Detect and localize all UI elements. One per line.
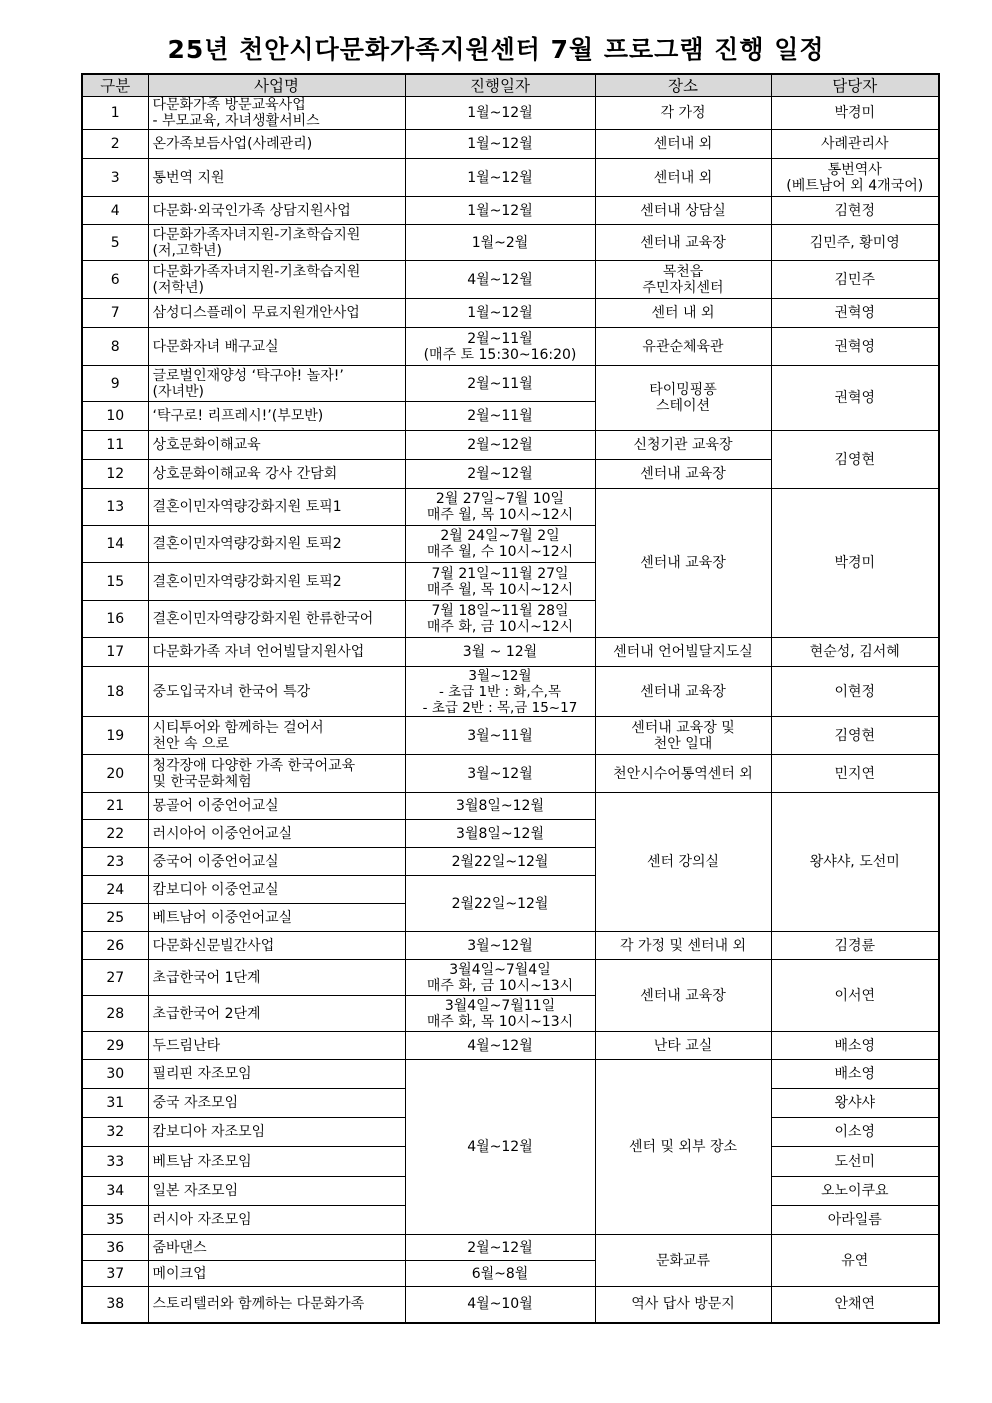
program-name: 다문화가족 방문교육사업 - 부모교육, 자녀생활서비스	[148, 97, 405, 130]
program-name: 온가족보듬사업(사례관리)	[148, 130, 405, 159]
program-date: 2월22일~12월	[405, 876, 595, 932]
row-number: 36	[82, 1235, 148, 1261]
program-date: 1월~12월	[405, 159, 595, 197]
program-date: 4월~12월	[405, 1032, 595, 1060]
table-row	[82, 793, 939, 820]
program-name: 결혼이민자역량강화지원 토픽2	[148, 563, 405, 601]
row-number: 30	[82, 1060, 148, 1089]
program-place: 각 가정	[595, 97, 771, 130]
row-number: 5	[82, 225, 148, 261]
row-number: 6	[82, 261, 148, 299]
program-place: 센터내 교육장	[595, 225, 771, 261]
program-manager: 오노이쿠요	[771, 1177, 939, 1206]
program-date: 3월~12월	[405, 932, 595, 960]
row-number: 3	[82, 159, 148, 197]
program-manager: 사례관리사	[771, 130, 939, 159]
program-name: 결혼이민자역량강화지원 한류한국어	[148, 601, 405, 638]
program-name: 캄보디아 자조모임	[148, 1118, 405, 1147]
program-name: 줌바댄스	[148, 1235, 405, 1261]
program-name: 삼성디스플레이 무료지원개안사업	[148, 299, 405, 328]
program-date: 2월~12월	[405, 1235, 595, 1261]
row-number: 21	[82, 793, 148, 820]
header-place: 장소	[595, 74, 771, 97]
program-place: 역사 답사 방문지	[595, 1287, 771, 1323]
program-name: 결혼이민자역량강화지원 토픽1	[148, 489, 405, 526]
program-date: 2월~11월	[405, 366, 595, 402]
row-number: 34	[82, 1177, 148, 1206]
program-place: 센터내 교육장 및 천안 일대	[595, 717, 771, 755]
table-row	[82, 1060, 939, 1089]
table-row	[82, 97, 939, 130]
header-no: 구분	[82, 74, 148, 97]
program-date: 3월~12월	[405, 755, 595, 793]
program-date: 2월22일~12월	[405, 848, 595, 876]
row-number: 37	[82, 1261, 148, 1287]
program-name: 러시아 자조모임	[148, 1206, 405, 1235]
table-row	[82, 932, 939, 960]
row-number: 33	[82, 1147, 148, 1177]
program-name: 베트남어 이중언어교실	[148, 904, 405, 932]
document-title: 25년 천안시다문화가족지원센터 7월 프로그램 진행 일정	[167, 35, 825, 64]
program-place: 센터 내 외	[595, 299, 771, 328]
program-manager: 도선미	[771, 1147, 939, 1177]
program-date: 3월~12월 - 초급 1반 : 화,수,목 - 초급 2반 : 목,금 15~17	[405, 667, 595, 717]
table-row	[82, 197, 939, 225]
program-date: 2월~11월	[405, 402, 595, 431]
row-number: 18	[82, 667, 148, 717]
program-place: 센터 및 외부 장소	[595, 1060, 771, 1235]
program-manager: 권혁영	[771, 366, 939, 431]
program-manager: 배소영	[771, 1060, 939, 1089]
program-date: 3월~11월	[405, 717, 595, 755]
program-place: 신청기관 교육장	[595, 431, 771, 460]
program-name: 스토리텔러와 함께하는 다문화가족	[148, 1287, 405, 1323]
program-date: 2월~12월	[405, 460, 595, 489]
row-number: 11	[82, 431, 148, 460]
program-date: 2월 24일~7월 2일 매주 월, 수 10시~12시	[405, 526, 595, 563]
row-number: 29	[82, 1032, 148, 1060]
table-row	[82, 667, 939, 717]
row-number: 25	[82, 904, 148, 932]
row-number: 26	[82, 932, 148, 960]
program-name: 결혼이민자역량강화지원 토픽2	[148, 526, 405, 563]
program-place: 목천읍 주민자치센터	[595, 261, 771, 299]
table-row	[82, 366, 939, 402]
program-place: 센터내 교육장	[595, 667, 771, 717]
program-name: 상호문화이해교육 강사 간담회	[148, 460, 405, 489]
program-date: 1월~12월	[405, 97, 595, 130]
schedule-table	[81, 73, 940, 1324]
row-number: 27	[82, 960, 148, 996]
program-manager: 박경미	[771, 489, 939, 638]
row-number: 28	[82, 996, 148, 1032]
header-manager: 담당자	[771, 74, 939, 97]
row-number: 17	[82, 638, 148, 667]
row-number: 13	[82, 489, 148, 526]
program-place: 센터내 교육장	[595, 960, 771, 1032]
program-name: 청각장애 다양한 가족 한국어교육 및 한국문화체험	[148, 755, 405, 793]
row-number: 2	[82, 130, 148, 159]
program-name: 메이크업	[148, 1261, 405, 1287]
program-name: 캄보디아 이중언교실	[148, 876, 405, 904]
row-number: 9	[82, 366, 148, 402]
program-manager: 박경미	[771, 97, 939, 130]
table-row	[82, 431, 939, 460]
program-name: 다문화가족자녀지원-기초학습지원 (저,고학년)	[148, 225, 405, 261]
program-date: 2월~12월	[405, 431, 595, 460]
table-row	[82, 299, 939, 328]
program-manager: 권혁영	[771, 328, 939, 366]
program-name: 글로벌인재양성 ‘탁구야! 놀자!’ (자녀반)	[148, 366, 405, 402]
program-name: 초급한국어 2단계	[148, 996, 405, 1032]
program-place: 센터내 교육장	[595, 460, 771, 489]
program-name: 필리핀 자조모임	[148, 1060, 405, 1089]
program-name: 다문화자녀 배구교실	[148, 328, 405, 366]
program-name: 중국 자조모임	[148, 1089, 405, 1118]
program-manager: 민지연	[771, 755, 939, 793]
program-place: 타이밍핑퐁 스테이션	[595, 366, 771, 431]
row-number: 24	[82, 876, 148, 904]
program-place: 센터내 외	[595, 159, 771, 197]
program-place: 각 가정 및 센터내 외	[595, 932, 771, 960]
table-row	[82, 755, 939, 793]
program-name: 중도입국자녀 한국어 특강	[148, 667, 405, 717]
table-row	[82, 960, 939, 996]
program-date: 3월 ~ 12월	[405, 638, 595, 667]
table-row	[82, 1235, 939, 1261]
program-date: 4월~12월	[405, 261, 595, 299]
program-date: 3월8일~12월	[405, 820, 595, 848]
program-manager: 이서연	[771, 960, 939, 1032]
program-manager: 이소영	[771, 1118, 939, 1147]
row-number: 4	[82, 197, 148, 225]
table-row	[82, 489, 939, 526]
program-manager: 배소영	[771, 1032, 939, 1060]
table-row	[82, 261, 939, 299]
program-name: 몽골어 이중언어교실	[148, 793, 405, 820]
program-place: 센터내 상담실	[595, 197, 771, 225]
program-name: 러시아어 이중언어교실	[148, 820, 405, 848]
table-row	[82, 1032, 939, 1060]
program-manager: 이현정	[771, 667, 939, 717]
table-row	[82, 159, 939, 197]
table-row	[82, 328, 939, 366]
row-number: 20	[82, 755, 148, 793]
program-manager: 김현정	[771, 197, 939, 225]
table-row	[82, 225, 939, 261]
table-row	[82, 717, 939, 755]
row-number: 15	[82, 563, 148, 601]
program-date: 3월4일~7월11일 매주 화, 목 10시~13시	[405, 996, 595, 1032]
program-name: 상호문화이해교육	[148, 431, 405, 460]
program-place: 센터내 교육장	[595, 489, 771, 638]
program-date: 6월~8월	[405, 1261, 595, 1287]
program-name: 초급한국어 1단계	[148, 960, 405, 996]
program-manager: 김경륜	[771, 932, 939, 960]
program-name: 베트남 자조모임	[148, 1147, 405, 1177]
row-number: 31	[82, 1089, 148, 1118]
row-number: 32	[82, 1118, 148, 1147]
program-date: 1월~12월	[405, 130, 595, 159]
header-date: 진행일자	[405, 74, 595, 97]
row-number: 22	[82, 820, 148, 848]
program-name: 다문화가족 자녀 언어빌달지원사업	[148, 638, 405, 667]
program-manager: 김영현	[771, 717, 939, 755]
program-place: 천안시수어통역센터 외	[595, 755, 771, 793]
program-manager: 김민주	[771, 261, 939, 299]
program-name: 통번역 지원	[148, 159, 405, 197]
row-number: 35	[82, 1206, 148, 1235]
row-number: 1	[82, 97, 148, 130]
program-date: 2월 27일~7월 10일 매주 월, 목 10시~12시	[405, 489, 595, 526]
program-place: 센터 강의실	[595, 793, 771, 932]
program-manager: 현순성, 김서혜	[771, 638, 939, 667]
program-name: 시티투어와 함께하는 걸어서 천안 속 으로	[148, 717, 405, 755]
program-date: 3월8일~12월	[405, 793, 595, 820]
header-name: 사업명	[148, 74, 405, 97]
program-name: 다문화가족자녀지원-기초학습지원 (저학년)	[148, 261, 405, 299]
row-number: 38	[82, 1287, 148, 1323]
program-place: 센터내 외	[595, 130, 771, 159]
program-manager: 유연	[771, 1235, 939, 1287]
row-number: 19	[82, 717, 148, 755]
program-date: 1월~12월	[405, 197, 595, 225]
program-name: 일본 자조모임	[148, 1177, 405, 1206]
program-name: 다문화·외국인가족 상담지원사업	[148, 197, 405, 225]
row-number: 10	[82, 402, 148, 431]
program-place: 난타 교실	[595, 1032, 771, 1060]
program-manager: 아라일름	[771, 1206, 939, 1235]
program-manager: 통번역사 (베트남어 외 4개국어)	[771, 159, 939, 197]
table-row	[82, 1287, 939, 1323]
row-number: 7	[82, 299, 148, 328]
program-manager: 왕샤샤	[771, 1089, 939, 1118]
program-date: 1월~12월	[405, 299, 595, 328]
program-manager: 왕샤샤, 도선미	[771, 793, 939, 932]
row-number: 23	[82, 848, 148, 876]
program-date: 4월~12월	[405, 1060, 595, 1235]
program-manager: 권혁영	[771, 299, 939, 328]
program-date: 7월 18일~11월 28일 매주 화, 금 10시~12시	[405, 601, 595, 638]
program-place: 유관순체육관	[595, 328, 771, 366]
program-name: 다문화신문빌간사업	[148, 932, 405, 960]
program-name: 두드림난타	[148, 1032, 405, 1060]
program-date: 1월~2월	[405, 225, 595, 261]
program-place: 문화교류	[595, 1235, 771, 1287]
program-place: 센터내 언어빌달지도실	[595, 638, 771, 667]
table-header-row	[82, 74, 939, 97]
program-date: 2월~11월 (매주 토 15:30~16:20)	[405, 328, 595, 366]
row-number: 16	[82, 601, 148, 638]
program-date: 3월4일~7월4일 매주 화, 금 10시~13시	[405, 960, 595, 996]
table-row	[82, 638, 939, 667]
row-number: 12	[82, 460, 148, 489]
program-date: 4월~10월	[405, 1287, 595, 1323]
row-number: 8	[82, 328, 148, 366]
program-name: 중국어 이중언어교실	[148, 848, 405, 876]
program-manager: 안채연	[771, 1287, 939, 1323]
program-name: ‘탁구로! 리프레시!’(부모반)	[148, 402, 405, 431]
program-date: 7월 21일~11월 27일 매주 월, 목 10시~12시	[405, 563, 595, 601]
row-number: 14	[82, 526, 148, 563]
program-manager: 김민주, 황미영	[771, 225, 939, 261]
program-manager: 김영현	[771, 431, 939, 489]
table-row	[82, 130, 939, 159]
